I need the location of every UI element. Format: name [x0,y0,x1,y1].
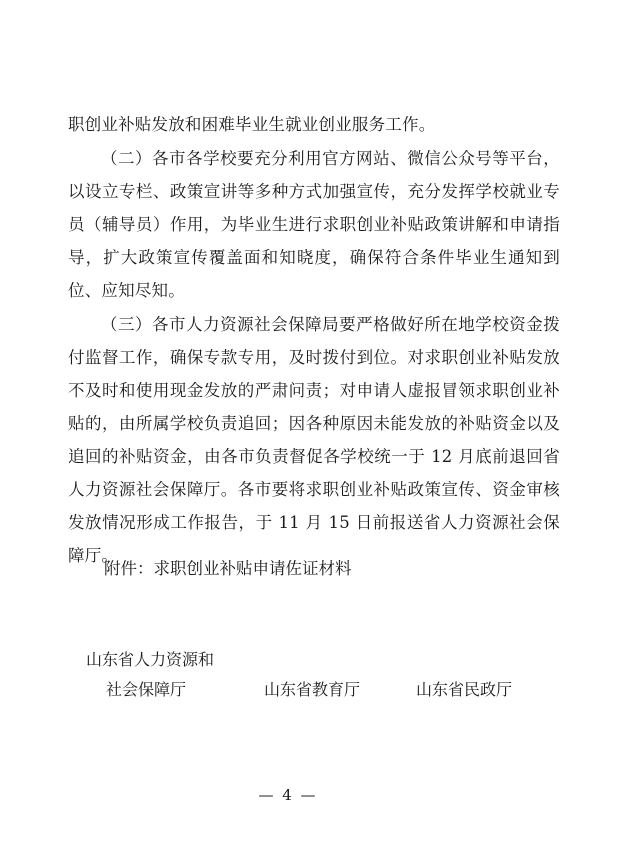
signature-org-2: 山东省教育厅 [264,680,361,699]
signature-org-1-line-1: 山东省人力资源和 [86,650,215,669]
signature-org-1-line-2: 社会保障厅 [106,680,187,699]
signature-row [68,645,560,705]
signature-org-1 [68,645,264,705]
signature-org-3: 山东省民政厅 [416,680,513,699]
document-body [68,108,560,573]
signature-block [68,645,560,705]
attachment-line: 附件：求职创业补贴申请佐证材料 [104,559,352,578]
paragraph-item-2: （二）各市各学校要充分利用官方网站、微信公众号等平台，以设立专栏、政策宣讲等多种方式加强宣传，充分发挥学校就业专员（辅导员）作用，为毕业生进行求职创业补贴政策讲解和申请指导，扩大政策宣传覆盖面和知晓度，确保符合条件毕业生通知到位、应知尽知。 [68,149,560,300]
page-number: — 4 — [258,786,318,804]
paragraph-item-3: （三）各市人力资源社会保障局要严格做好所在地学校资金拨付监督工作，确保专款专用，及时拨付到位。对求职创业补贴发放不及时和使用现金发放的严肃问责；对申请人虚报冒领求职创业补贴的，由所属学校负责追回；因各种原因未能发放的补贴资金以及追回的补贴资金，由各市负责督促各学校统一于 12 月底前退回省人力资源社会保障厅。各市要将求职创业补贴政策宣传、资金审核发放情况形成工作报告，于 11 月 15 日前报送省人力资源社会保障厅。 [68,315,560,565]
paragraph-continuation: 职创业补贴发放和困难毕业生就业创业服务工作。 [68,115,436,134]
